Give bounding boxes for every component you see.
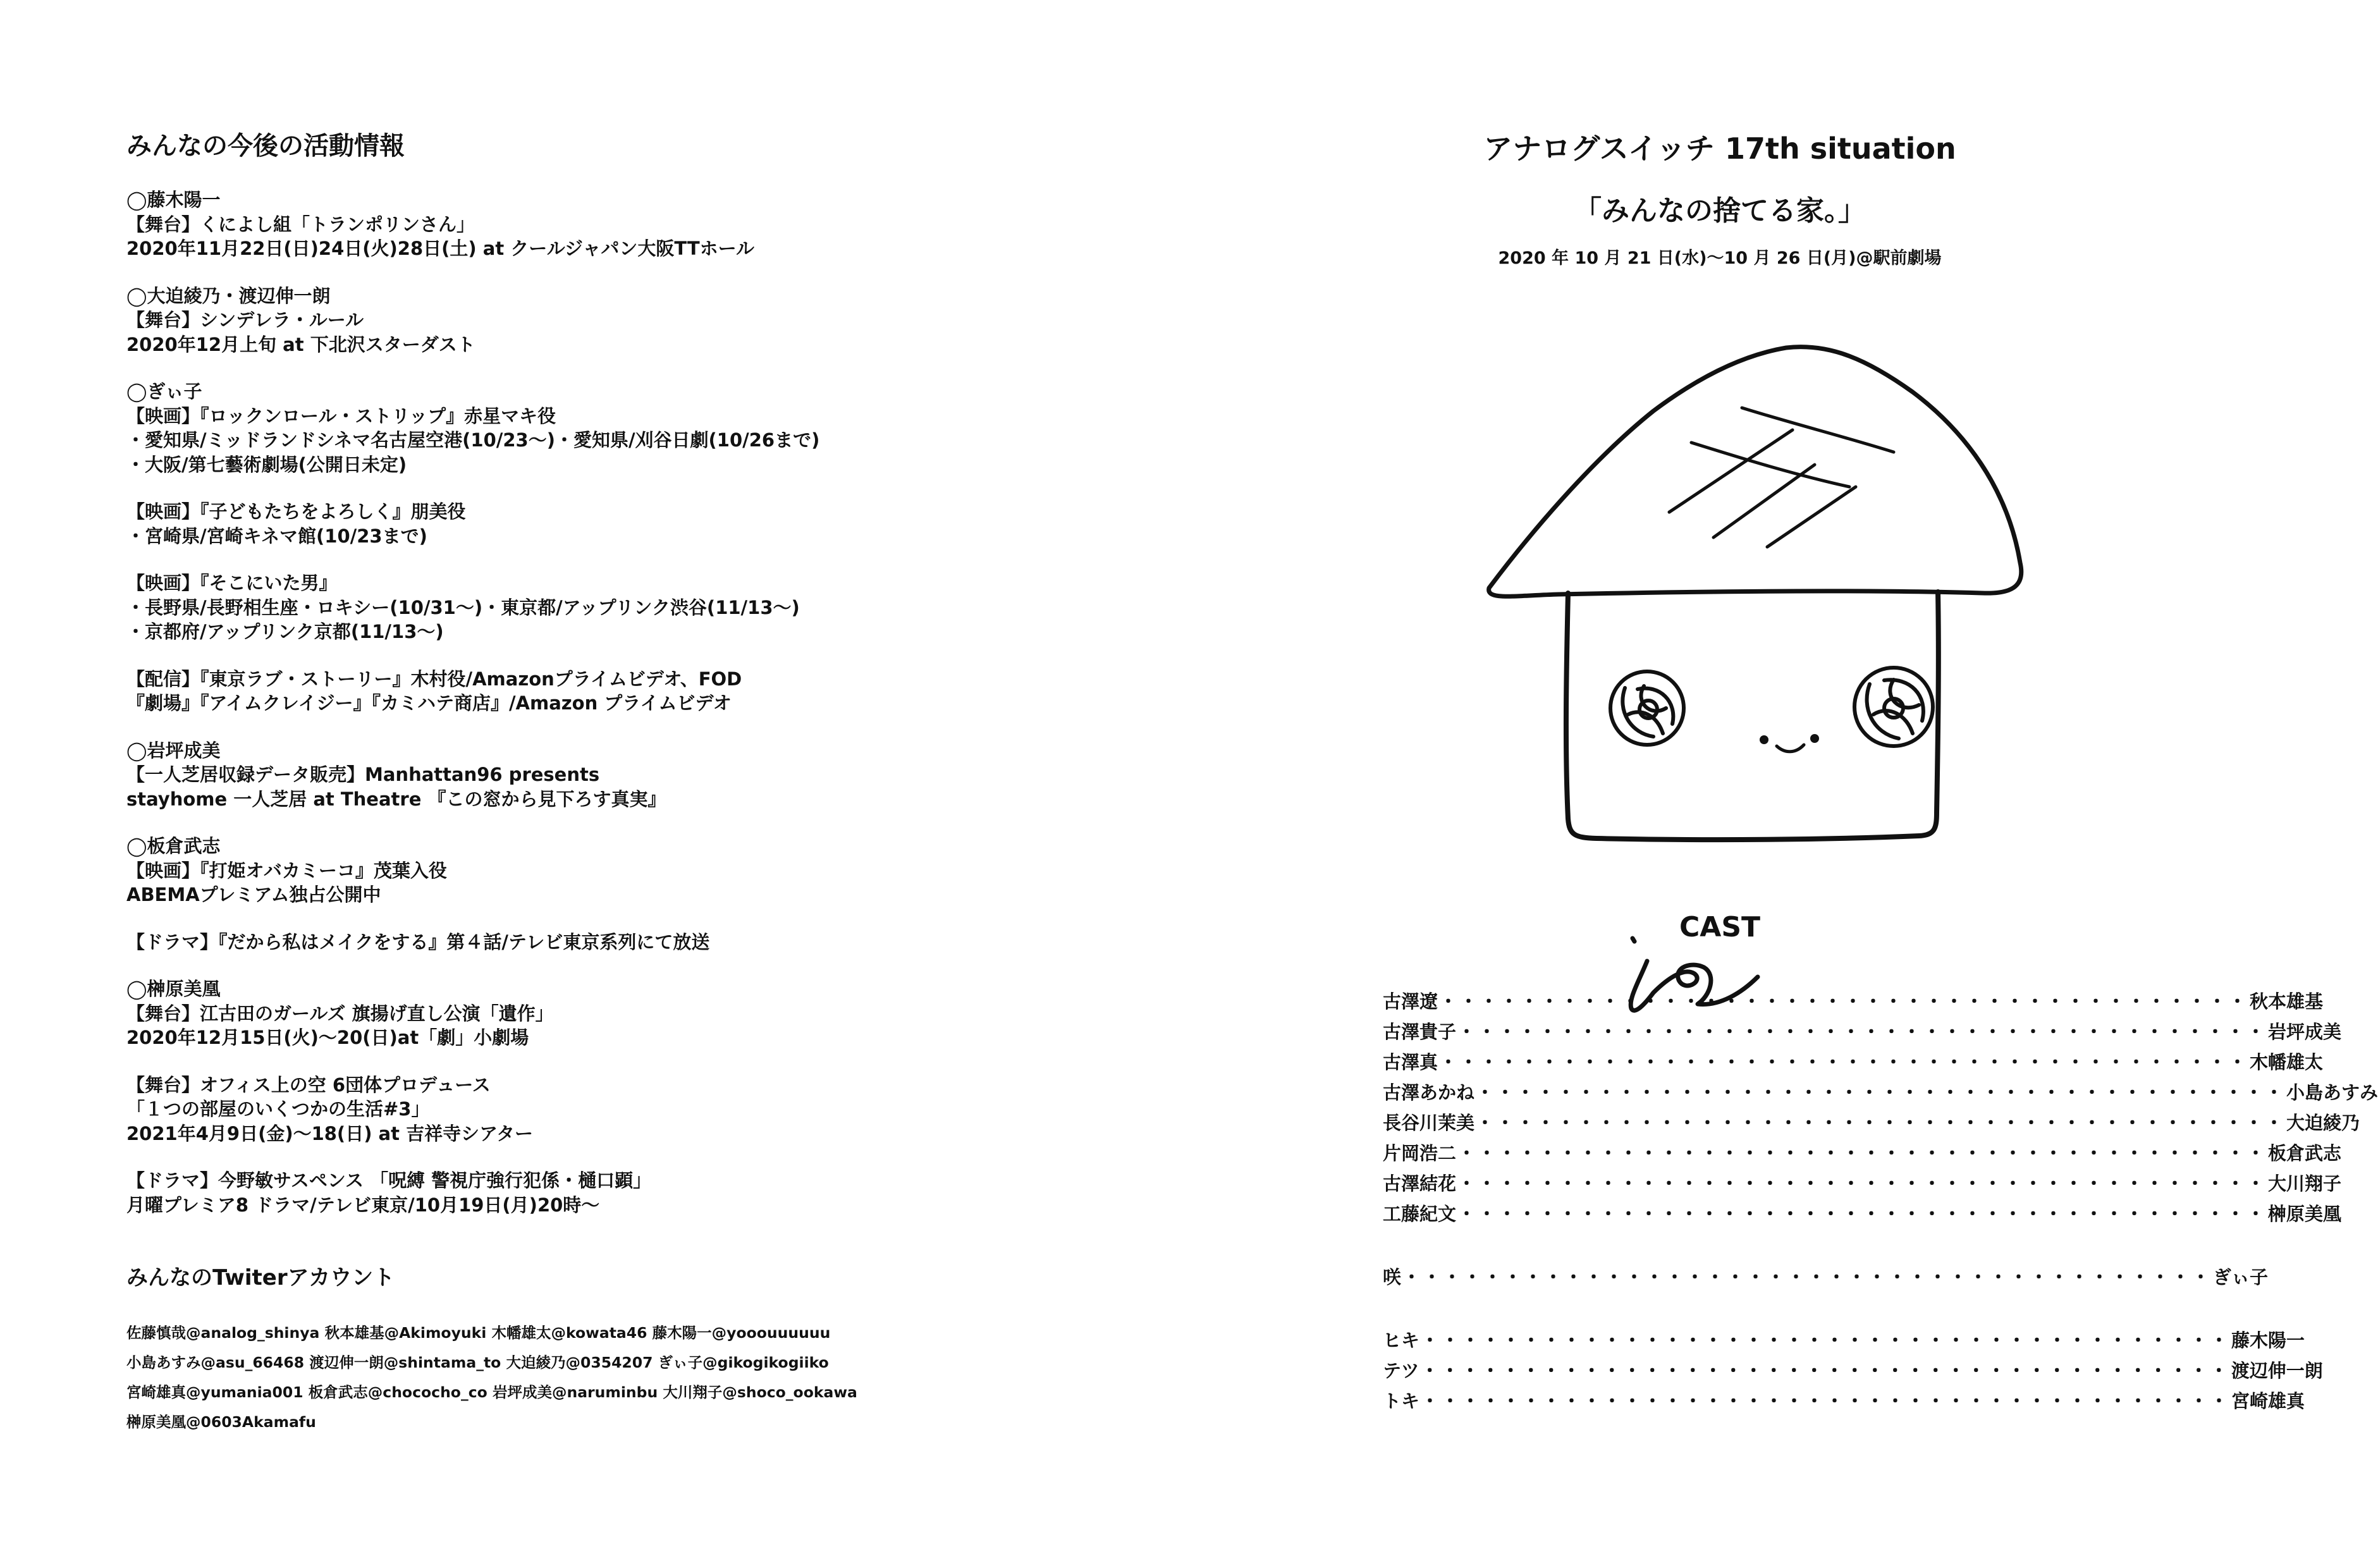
cast-row [1383, 1108, 2360, 1138]
entry-line: 【一人芝居収録データ販売】Manhattan96 presents [126, 764, 600, 785]
twitter-line: 小島あすみ@asu_66468 渡辺伸一朗@shintama_to 大迫綾乃@0354207 ぎぃ子@gikogikogiiko [126, 1354, 829, 1371]
twitter-line: 榊原美凰@0603Akamafu [126, 1413, 316, 1431]
entry-line: 【映画】『そこにいた男』 [126, 572, 338, 594]
entry-line: 『劇場』『アイムクレイジー』『カミハテ商店』/Amazon プライムビデオ [126, 692, 732, 714]
leader-dots: ・・・・・・・・・・・・・・・・・・・・・・・・・・・・・・・・・・・・・・・・ [1476, 1082, 2286, 1103]
entry-line: 月曜プレミア8 ドラマ/テレビ東京/10月19日(月)20時〜 [126, 1194, 600, 1216]
leader-dots: ・・・・・・・・・・・・・・・・・・・・・・・・・・・・・・・・・・・・・・・・ [1402, 1266, 2212, 1288]
cast-role: 古澤真 [1383, 1051, 1438, 1073]
cast-actor: 岩坪成美 [2268, 1021, 2342, 1043]
cast-role: 古澤貴子 [1383, 1021, 1457, 1043]
cast-role: トキ [1383, 1390, 1420, 1412]
leader-dots: ・・・・・・・・・・・・・・・・・・・・・・・・・・・・・・・・・・・・・・・・ [1439, 991, 2249, 1012]
cast-actor: 藤木陽一 [2231, 1330, 2305, 1351]
entry-line: 【配信】『東京ラブ・ストーリー』木村役/Amazonプライムビデオ、FOD [126, 668, 742, 690]
left-eye [1610, 671, 1684, 745]
cast-row [1383, 1386, 2305, 1416]
entry-line: ・大阪/第七藝術劇場(公開日未定) [126, 453, 407, 475]
cast-row [1383, 1262, 2269, 1292]
entry-line: ・宮崎県/宮崎キネマ館(10/23まで) [126, 525, 427, 547]
cast-role: 咲 [1383, 1266, 1402, 1288]
cast-role: 片岡浩二 [1383, 1142, 1457, 1164]
cast-row [1383, 1199, 2342, 1229]
activity-info-section [126, 130, 1024, 1437]
cast-actor: 小島あすみ [2286, 1082, 2378, 1103]
activity-entry [126, 977, 1024, 1050]
entry-line: ◯榊原美凰 [126, 978, 221, 1000]
cast-row [1383, 1077, 2378, 1108]
entry-line: 2020年12月上旬 at 下北沢スターダスト [126, 333, 475, 355]
leader-dots: ・・・・・・・・・・・・・・・・・・・・・・・・・・・・・・・・・・・・・・・・ [1439, 1051, 2249, 1073]
entry-line: 【ドラマ】今野敏サスペンス 「呪縛 警視庁強行犯係・樋口顕」 [126, 1170, 652, 1191]
entry-line: stayhome 一人芝居 at Theatre 『この窓から見下ろす真実』 [126, 788, 666, 810]
twitter-line: 宮崎雄真@yumania001 板倉武志@chococho_co 岩坪成美@naruminbu 大川翔子@shoco_ookawa [126, 1383, 857, 1401]
roof-hatch [1669, 408, 1894, 547]
activity-entry [126, 284, 1024, 357]
entry-line: 2020年12月15日(火)〜20(日)at「劇」小劇場 [126, 1027, 529, 1048]
cast-actor: 渡辺伸一朗 [2231, 1360, 2323, 1381]
cast-row [1383, 1325, 2305, 1356]
cast-row [1383, 1138, 2342, 1168]
entry-line: 【舞台】シンデレラ・ルール [126, 309, 364, 331]
activity-entry [126, 834, 1024, 907]
twitter-line: 佐藤慎哉@analog_shinya 秋本雄基@Akimoyuki 木幡雄太@kowata46 藤木陽一@yooouuuuuu [126, 1324, 831, 1342]
cast-role: テツ [1383, 1360, 1419, 1381]
cast-role: ヒキ [1383, 1330, 1420, 1351]
play-title: 「みんなの捨てる家。」 [1574, 195, 1866, 227]
activity-entry [126, 1168, 1024, 1217]
entry-line: 【映画】『打姫オバカミーコ』茂葉入役 [126, 859, 447, 881]
cast-row [1383, 1017, 2342, 1047]
cast-actor: 大迫綾乃 [2286, 1112, 2360, 1134]
activity-entry [126, 1073, 1024, 1146]
entry-line: 2021年4月9日(金)〜18(日) at 吉祥寺シアター [126, 1122, 534, 1144]
cast-actor: 榊原美凰 [2268, 1203, 2342, 1225]
cast-row [1383, 1047, 2324, 1077]
leader-dots: ・・・・・・・・・・・・・・・・・・・・・・・・・・・・・・・・・・・・・・・・ [1421, 1390, 2231, 1412]
performance-dates: 2020 年 10 月 21 日(水)〜10 月 26 日(月)@駅前劇場 [1498, 248, 1942, 268]
entry-line: ◯藤木陽一 [126, 189, 221, 211]
activity-entry [126, 188, 1024, 261]
entry-line: ◯板倉武志 [126, 835, 221, 857]
activity-heading: みんなの今後の活動情報 [126, 132, 405, 161]
cast-row [1383, 1356, 2323, 1386]
activity-entry [126, 930, 1024, 955]
entry-line: ABEMAプレミアム独占公開中 [126, 884, 381, 905]
entry-line: ・愛知県/ミッドランドシネマ名古屋空港(10/23〜)・愛知県/刈谷日劇(10/26まで) [126, 429, 820, 451]
cast-row [1383, 1168, 2342, 1199]
activity-entry [126, 738, 1024, 812]
cast-row [1383, 986, 2324, 1017]
entry-line: 【映画】『ロックンロール・ストリップ』赤星マキ役 [126, 405, 556, 427]
leader-dots: ・・・・・・・・・・・・・・・・・・・・・・・・・・・・・・・・・・・・・・・・ [1457, 1142, 2267, 1164]
company-title: アナログスイッチ 17th situation [1483, 132, 1956, 166]
entry-line: ・京都府/アップリンク京都(11/13〜) [126, 621, 444, 642]
activity-entry [126, 571, 1024, 644]
cast-actor: 秋本雄基 [2250, 991, 2324, 1012]
cast-title: CAST [1679, 911, 1761, 943]
entry-line: 【舞台】オフィス上の空 6団体プロデュース [126, 1074, 491, 1096]
leader-dots: ・・・・・・・・・・・・・・・・・・・・・・・・・・・・・・・・・・・・・・・・ [1457, 1021, 2267, 1043]
cast-role: 工藤紀文 [1383, 1203, 1457, 1225]
cast-actor: 木幡雄太 [2250, 1051, 2324, 1073]
cast-actor: 宮崎雄真 [2231, 1390, 2305, 1412]
activity-entry [126, 379, 1024, 477]
entry-line: ◯大迫綾乃・渡辺伸一朗 [126, 285, 331, 307]
cast-role: 古澤遼 [1383, 991, 1438, 1012]
right-eye [1854, 668, 1933, 746]
cast-role: 古澤結花 [1383, 1173, 1457, 1194]
entry-line: 【舞台】江古田のガールズ 旗揚げ直し公演「遺作」 [126, 1002, 554, 1024]
cast-list [1383, 986, 2378, 1416]
house-body [1566, 592, 1939, 840]
cast-actor: 板倉武志 [2268, 1142, 2342, 1164]
entry-line: 【ドラマ】『だから私はメイクをする』第４話/テレビ東京系列にて放送 [126, 931, 710, 953]
cast-role: 古澤あかね [1383, 1082, 1475, 1103]
house-roof [1489, 347, 2021, 597]
activity-entry [126, 667, 1024, 716]
entry-line: ・長野県/長野相生座・ロキシー(10/31〜)・東京都/アップリンク渋谷(11/13〜) [126, 596, 800, 618]
entry-line: 「１つの部屋のいくつかの生活#3」 [126, 1098, 430, 1120]
leader-dots: ・・・・・・・・・・・・・・・・・・・・・・・・・・・・・・・・・・・・・・・・ [1420, 1360, 2230, 1381]
leader-dots: ・・・・・・・・・・・・・・・・・・・・・・・・・・・・・・・・・・・・・・・・ [1421, 1330, 2231, 1351]
mouth [1777, 745, 1804, 752]
entry-line: 2020年11月22日(日)24日(火)28日(土) at クールジャパン大阪TTホール [126, 238, 755, 259]
entry-line: ◯岩坪成美 [126, 739, 221, 761]
cast-actor: 大川翔子 [2268, 1173, 2342, 1194]
leader-dots: ・・・・・・・・・・・・・・・・・・・・・・・・・・・・・・・・・・・・・・・・ [1457, 1203, 2267, 1225]
cast-role: 長谷川茉美 [1383, 1112, 1475, 1134]
cast-actor: ぎぃ子 [2213, 1266, 2269, 1288]
twitter-heading: みんなのTwiterアカウント [126, 1265, 395, 1290]
activity-entry [126, 499, 1024, 548]
cast-spacer [1383, 1229, 1901, 1262]
leader-dots: ・・・・・・・・・・・・・・・・・・・・・・・・・・・・・・・・・・・・・・・・ [1476, 1112, 2286, 1134]
leader-dots: ・・・・・・・・・・・・・・・・・・・・・・・・・・・・・・・・・・・・・・・・ [1457, 1173, 2267, 1194]
entry-line: 【映画】『子どもたちをよろしく』朋美役 [126, 501, 466, 522]
entry-line: ◯ぎぃ子 [126, 381, 202, 402]
entry-line: 【舞台】くによし組「トランポリンさん」 [126, 213, 475, 235]
cast-spacer [1383, 1292, 1901, 1325]
